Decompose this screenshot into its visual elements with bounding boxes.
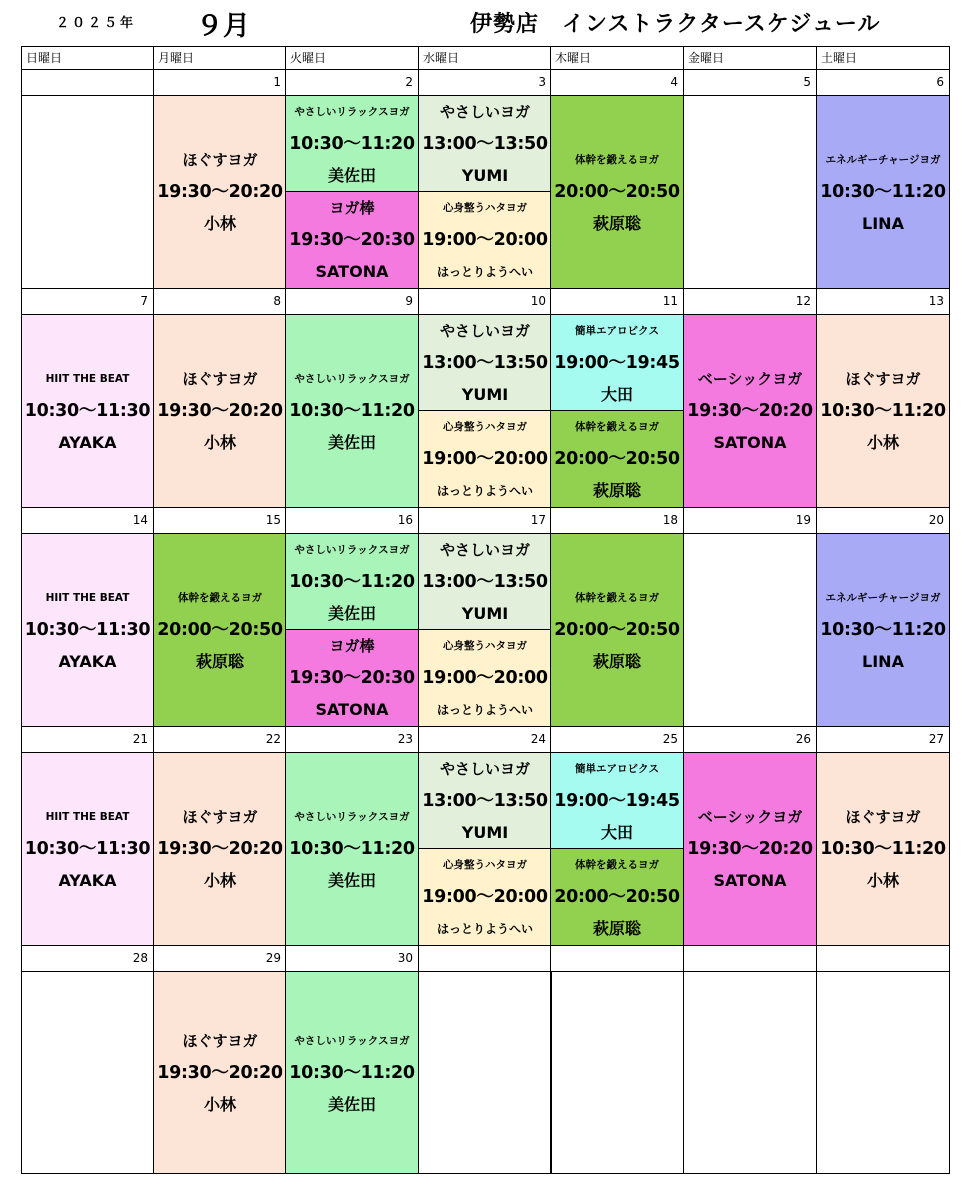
class-event[interactable] [21, 314, 154, 508]
class-event[interactable] [816, 752, 950, 946]
day-number: 9 [285, 288, 419, 315]
day-number: 23 [285, 726, 419, 753]
instructor-name: 小林 [203, 433, 236, 452]
day-cell [683, 95, 817, 289]
class-event[interactable] [683, 752, 817, 946]
class-name: 体幹を鍛えるヨガ [575, 859, 659, 871]
day-cell [683, 971, 817, 1174]
class-name: HIIT THE BEAT [45, 373, 130, 385]
instructor-name: SATONA [713, 433, 787, 452]
class-time: 10:30〜11:20 [820, 839, 946, 859]
instructor-name: SATONA [315, 700, 389, 719]
class-name: やさしいリラックスヨガ [294, 1034, 410, 1047]
class-name: やさしいヨガ [439, 102, 530, 121]
class-event[interactable] [418, 191, 552, 289]
day-number [550, 945, 684, 972]
day-number: 19 [683, 507, 817, 534]
class-event[interactable] [418, 629, 552, 727]
instructor-name: 美佐田 [327, 165, 376, 185]
class-time: 10:30〜11:30 [24, 839, 151, 859]
class-event[interactable] [550, 95, 684, 289]
class-name: 心身整うハタヨガ [443, 202, 527, 214]
day-number: 18 [550, 507, 684, 534]
day-number: 15 [153, 507, 287, 534]
class-name: ベーシックヨガ [697, 370, 803, 388]
class-event[interactable] [153, 752, 287, 946]
class-event[interactable] [550, 533, 684, 727]
class-time: 10:30〜11:20 [289, 401, 415, 421]
instructor-name: SATONA [713, 871, 787, 890]
instructor-name: 小林 [866, 871, 899, 890]
instructor-name: 美佐田 [327, 871, 376, 890]
day-number: 20 [816, 507, 950, 534]
instructor-name: 大田 [600, 384, 633, 404]
class-event[interactable] [418, 95, 552, 192]
class-event[interactable] [816, 95, 950, 289]
class-name: エネルギーチャージヨガ [825, 592, 941, 604]
class-name: やさしいヨガ [439, 321, 530, 340]
class-time: 19:30〜20:20 [687, 839, 813, 859]
class-name: やさしいリラックスヨガ [294, 105, 410, 118]
year-label: ２０２５年 [56, 16, 137, 31]
class-time: 19:30〜20:20 [157, 401, 283, 421]
day-number: 5 [683, 69, 817, 96]
day-number: 3 [418, 69, 552, 96]
class-name: やさしいリラックスヨガ [294, 811, 410, 823]
class-time: 19:00〜19:45 [554, 352, 680, 373]
day-number: 13 [816, 288, 950, 315]
instructor-name: 萩原聡 [195, 652, 244, 671]
day-cell [21, 95, 154, 289]
instructor-name: YUMI [461, 822, 509, 842]
day-cell [550, 971, 684, 1174]
class-name: やさしいヨガ [439, 540, 530, 559]
day-number: 11 [550, 288, 684, 315]
class-name: HIIT THE BEAT [45, 592, 130, 604]
instructor-name: 小林 [203, 1094, 236, 1114]
weekday-header: 月曜日 [153, 46, 287, 70]
class-time: 13:00〜13:50 [422, 571, 548, 592]
class-name: 心身整うハタヨガ [443, 421, 527, 433]
weekday-header: 日曜日 [21, 46, 154, 70]
class-event[interactable] [418, 848, 552, 946]
class-time: 19:30〜20:20 [157, 182, 283, 202]
instructor-name: 美佐田 [327, 433, 376, 452]
class-time: 19:00〜20:00 [422, 230, 548, 250]
class-name: 体幹を鍛えるヨガ [178, 592, 262, 604]
weekday-header: 水曜日 [418, 46, 552, 70]
weekday-header: 土曜日 [816, 46, 950, 70]
class-name: ほぐすヨガ [182, 151, 258, 169]
day-number: 12 [683, 288, 817, 315]
class-name: ほぐすヨガ [845, 808, 921, 826]
instructor-name: 萩原聡 [592, 214, 641, 233]
class-name: 簡単エアロビクス [575, 324, 659, 337]
weekday-header: 木曜日 [550, 46, 684, 70]
class-event[interactable] [285, 314, 419, 508]
class-time: 10:30〜11:30 [24, 620, 151, 640]
class-event[interactable] [285, 191, 419, 289]
class-time: 19:00〜20:00 [422, 887, 548, 907]
class-time: 19:30〜20:20 [157, 839, 283, 859]
day-number [418, 945, 552, 972]
day-cell [816, 971, 950, 1174]
class-event[interactable] [21, 752, 154, 946]
instructor-name: はっとりようへい [436, 265, 533, 279]
instructor-name: 小林 [203, 871, 236, 890]
class-time: 20:00〜20:50 [554, 182, 680, 202]
day-number [816, 945, 950, 972]
class-time: 20:00〜20:50 [554, 887, 680, 907]
page-title: 伊勢店 インストラクタースケジュール [470, 12, 881, 37]
class-name: 体幹を鍛えるヨガ [575, 154, 659, 166]
class-name: やさしいリラックスヨガ [294, 373, 410, 385]
class-name: エネルギーチャージヨガ [825, 154, 941, 166]
class-time: 19:00〜20:00 [422, 449, 548, 469]
instructor-name: AYAKA [58, 652, 117, 671]
day-number: 6 [816, 69, 950, 96]
weekday-header: 火曜日 [285, 46, 419, 70]
instructor-name: YUMI [461, 165, 509, 185]
day-number: 21 [21, 726, 154, 753]
instructor-name: はっとりようへい [436, 922, 533, 936]
class-time: 13:00〜13:50 [422, 790, 548, 811]
day-number: 26 [683, 726, 817, 753]
instructor-name: 萩原聡 [592, 919, 641, 938]
class-time: 19:30〜20:20 [157, 1062, 283, 1083]
day-number: 27 [816, 726, 950, 753]
class-event[interactable] [418, 314, 552, 411]
instructor-name: YUMI [461, 603, 509, 623]
class-name: ほぐすヨガ [182, 808, 258, 826]
day-number: 22 [153, 726, 287, 753]
calendar-grid [21, 46, 949, 1188]
class-time: 20:00〜20:50 [157, 620, 283, 640]
class-name: HIIT THE BEAT [45, 811, 130, 823]
day-number: 28 [21, 945, 154, 972]
day-cell [21, 971, 154, 1174]
class-event[interactable] [285, 533, 419, 630]
class-time: 19:00〜19:45 [554, 790, 680, 811]
class-event[interactable] [285, 629, 419, 727]
class-time: 10:30〜11:20 [289, 571, 415, 592]
class-event[interactable] [153, 314, 287, 508]
class-event[interactable] [153, 533, 287, 727]
day-number: 1 [153, 69, 287, 96]
class-name: 体幹を鍛えるヨガ [575, 592, 659, 604]
class-name: 簡単エアロビクス [575, 762, 659, 775]
class-time: 13:00〜13:50 [422, 352, 548, 373]
class-name: ほぐすヨガ [182, 370, 258, 388]
class-time: 19:30〜20:30 [289, 668, 415, 688]
class-time: 10:30〜11:20 [820, 620, 946, 640]
class-time: 13:00〜13:50 [422, 133, 548, 154]
class-event[interactable] [550, 848, 684, 946]
class-time: 10:30〜11:20 [289, 133, 415, 154]
day-number: 17 [418, 507, 552, 534]
class-event[interactable] [285, 752, 419, 946]
day-cell [683, 533, 817, 727]
class-time: 10:30〜11:20 [289, 1062, 415, 1083]
day-number: 8 [153, 288, 287, 315]
class-event[interactable] [816, 314, 950, 508]
class-event[interactable] [418, 752, 552, 849]
class-time: 10:30〜11:20 [820, 182, 946, 202]
class-event[interactable] [550, 752, 684, 849]
instructor-name: AYAKA [58, 433, 117, 452]
class-event[interactable] [21, 533, 154, 727]
class-name: 体幹を鍛えるヨガ [575, 421, 659, 433]
day-number: 14 [21, 507, 154, 534]
class-time: 19:30〜20:20 [687, 401, 813, 421]
class-name: ベーシックヨガ [697, 808, 803, 826]
class-event[interactable] [153, 95, 287, 289]
instructor-name: 大田 [600, 822, 633, 842]
class-name: ヨガ棒 [329, 199, 375, 217]
day-number: 7 [21, 288, 154, 315]
class-name: やさしいヨガ [439, 759, 530, 778]
instructor-name: 萩原聡 [592, 652, 641, 671]
class-time: 20:00〜20:50 [554, 620, 680, 640]
class-time: 20:00〜20:50 [554, 449, 680, 469]
day-number: 2 [285, 69, 419, 96]
class-name: ヨガ棒 [329, 637, 375, 655]
day-number [683, 945, 817, 972]
day-number: 25 [550, 726, 684, 753]
day-number: 10 [418, 288, 552, 315]
class-event[interactable] [550, 410, 684, 508]
class-time: 19:30〜20:30 [289, 230, 415, 250]
day-number: 30 [285, 945, 419, 972]
instructor-name: 小林 [866, 433, 899, 452]
weekday-header: 金曜日 [683, 46, 817, 70]
day-number: 29 [153, 945, 287, 972]
class-name: やさしいリラックスヨガ [294, 543, 410, 556]
instructor-name: LINA [862, 652, 904, 671]
class-event[interactable] [285, 971, 419, 1174]
day-cell [418, 971, 552, 1174]
instructor-name: 美佐田 [327, 603, 376, 623]
instructor-name: 小林 [203, 214, 236, 233]
class-time: 19:00〜20:00 [422, 668, 548, 688]
class-event[interactable] [418, 533, 552, 630]
instructor-name: 美佐田 [327, 1094, 376, 1114]
day-number [21, 69, 154, 96]
class-name: ほぐすヨガ [845, 370, 921, 388]
class-event[interactable] [683, 314, 817, 508]
class-name: ほぐすヨガ [182, 1031, 258, 1050]
instructor-name: SATONA [315, 262, 389, 281]
class-time: 10:30〜11:20 [820, 401, 946, 421]
day-number: 24 [418, 726, 552, 753]
class-time: 10:30〜11:20 [289, 839, 415, 859]
page-header [0, 0, 969, 46]
class-event[interactable] [418, 410, 552, 508]
instructor-name: AYAKA [58, 871, 117, 890]
instructor-name: LINA [862, 214, 904, 233]
instructor-name: 萩原聡 [592, 481, 641, 500]
instructor-name: YUMI [461, 384, 509, 404]
day-number: 4 [550, 69, 684, 96]
instructor-name: はっとりようへい [436, 703, 533, 717]
class-name: 心身整うハタヨガ [443, 859, 527, 871]
month-label: ９月 [196, 11, 250, 42]
day-number: 16 [285, 507, 419, 534]
class-time: 10:30〜11:30 [24, 401, 151, 421]
class-event[interactable] [285, 95, 419, 192]
class-event[interactable] [153, 971, 287, 1174]
instructor-name: はっとりようへい [436, 484, 533, 498]
class-event[interactable] [550, 314, 684, 411]
class-event[interactable] [816, 533, 950, 727]
class-name: 心身整うハタヨガ [443, 640, 527, 652]
